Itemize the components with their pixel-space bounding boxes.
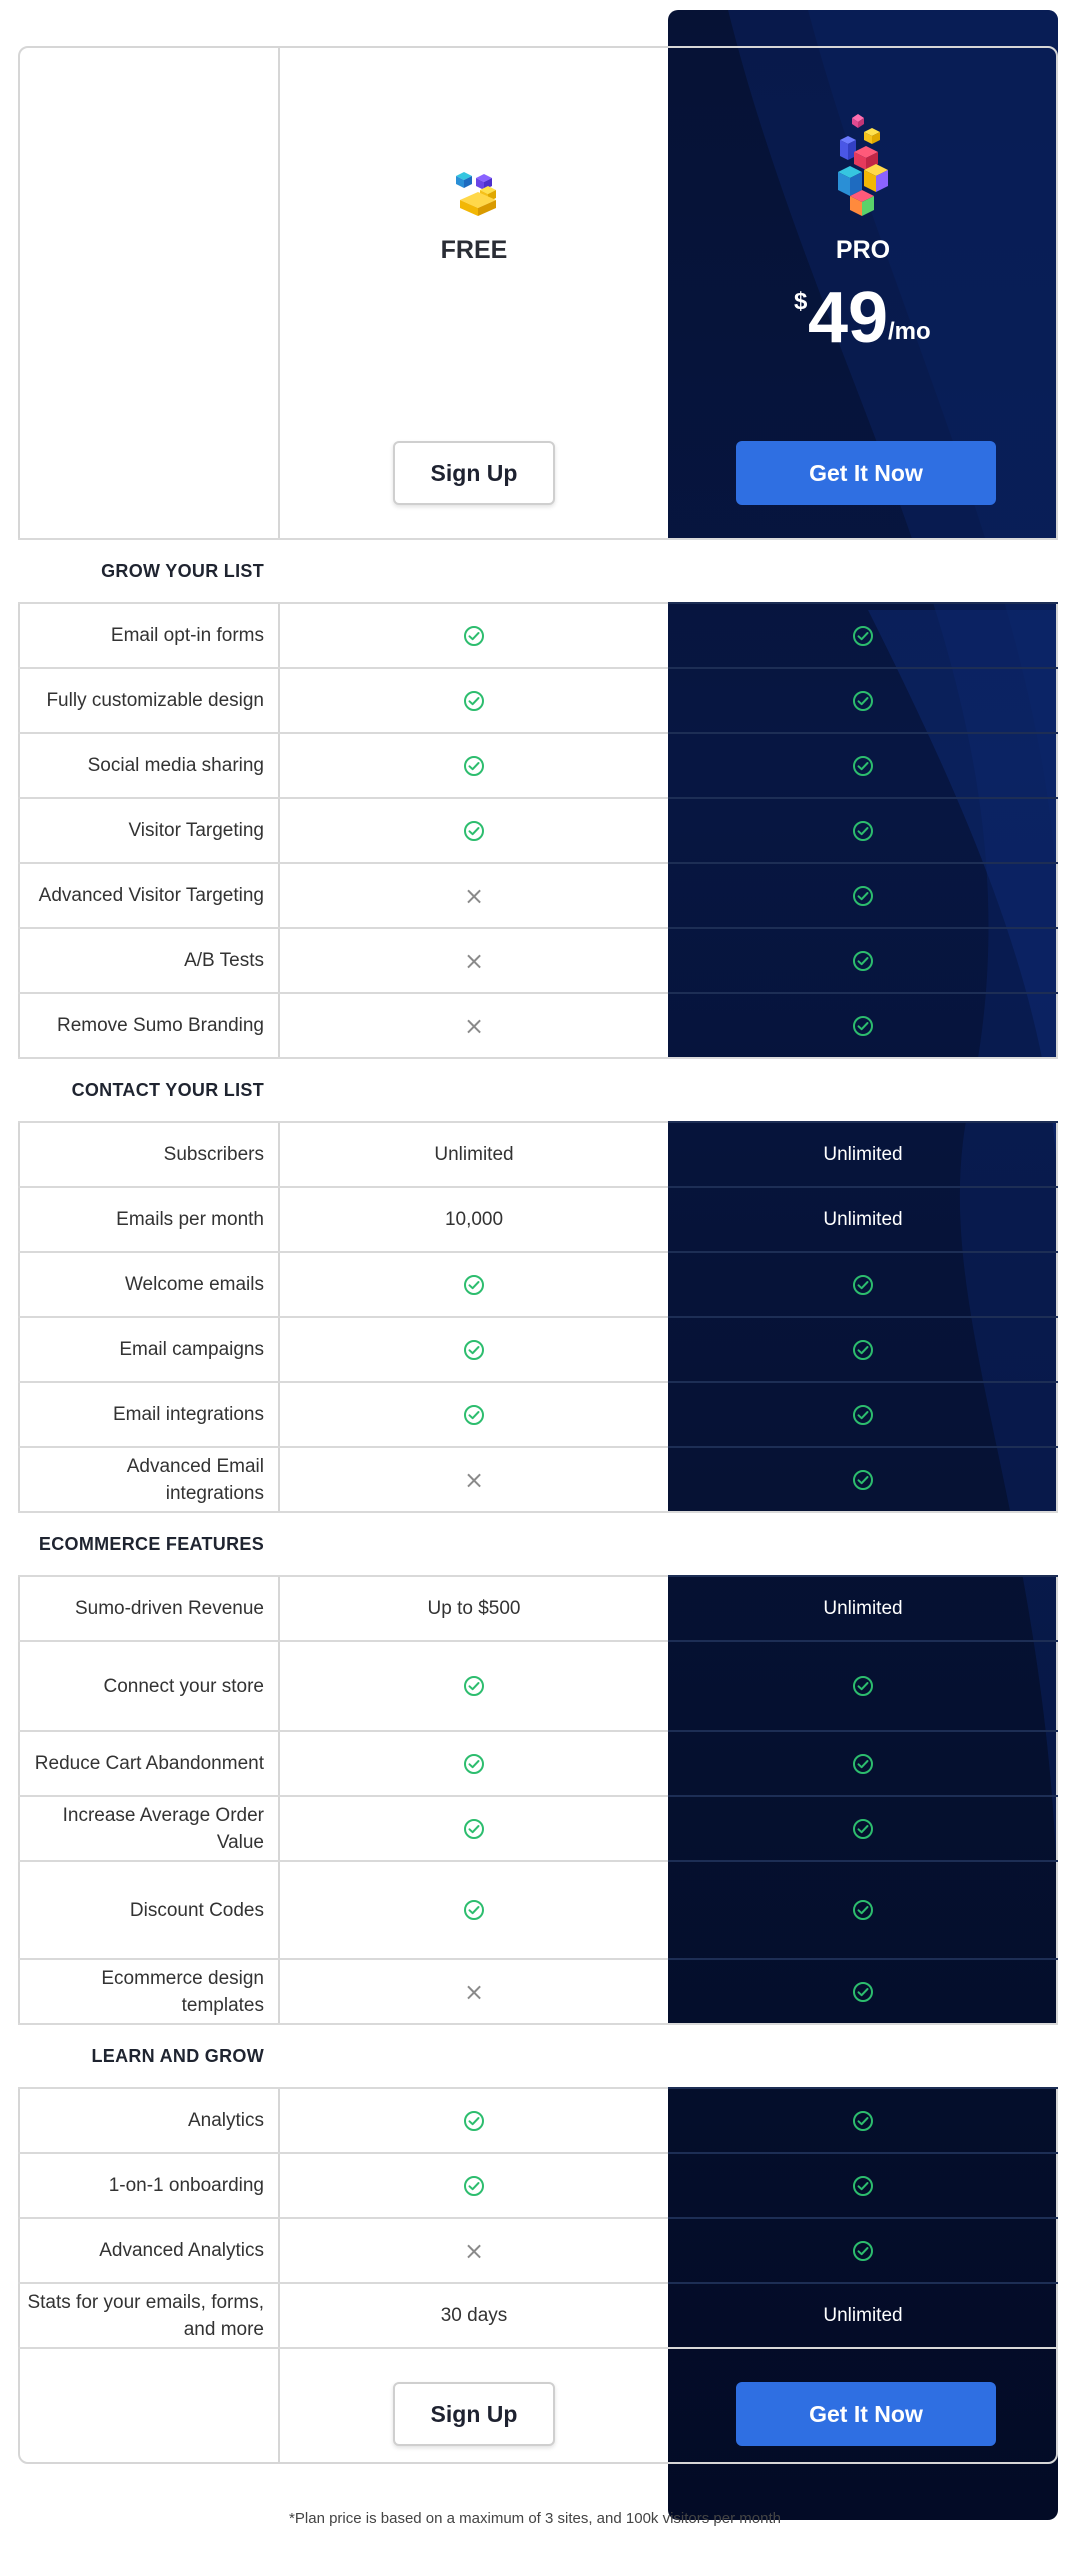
check-circle-icon — [852, 885, 874, 907]
check-circle-icon — [852, 1753, 874, 1775]
free-check-cell — [280, 2089, 668, 2152]
table-row — [18, 1381, 1058, 1446]
check-circle-icon — [463, 690, 485, 712]
pro-check-cell — [668, 2219, 1058, 2282]
table-row — [18, 2217, 1058, 2282]
free-cross-cell — [280, 1448, 668, 1511]
table-row-divider — [18, 2347, 1058, 2349]
feature-label: Welcome emails — [124, 1274, 264, 1295]
free-value: 10,000 — [444, 1208, 504, 1230]
feature-label: Social media sharing — [87, 755, 264, 776]
feature-label: Reduce Cart Abandonment — [34, 1753, 264, 1774]
pro-value: Unlimited — [823, 1208, 903, 1230]
feature-label: Emails per month — [116, 1209, 264, 1230]
table-row — [18, 992, 1058, 1057]
feature-label: Stats for your emails, forms, and more — [27, 2291, 264, 2340]
check-circle-icon — [852, 625, 874, 647]
free-check-cell — [280, 799, 668, 862]
table-row — [18, 602, 1058, 667]
section-header — [18, 1511, 1058, 1575]
feature-label: Remove Sumo Branding — [57, 1015, 264, 1036]
free-check-cell — [280, 1383, 668, 1446]
free-check-cell — [280, 1642, 668, 1730]
feature-label: A/B Tests — [184, 950, 264, 971]
feature-label: Advanced Email integrations — [126, 1455, 264, 1504]
table-row — [18, 1575, 1058, 1640]
table-row — [18, 1958, 1058, 2023]
table-row — [18, 1640, 1058, 1730]
check-circle-icon — [852, 2175, 874, 2197]
table-row — [18, 1446, 1058, 1511]
free-check-cell — [280, 1253, 668, 1316]
feature-label: Email opt-in forms — [110, 625, 264, 646]
free-check-cell — [280, 1862, 668, 1958]
free-logo — [450, 170, 500, 225]
pro-check-cell — [668, 1862, 1058, 1958]
pro-price-period: /mo — [888, 318, 931, 345]
table-row — [18, 1860, 1058, 1958]
free-cross-cell — [280, 864, 668, 927]
table-row — [18, 1316, 1058, 1381]
feature-label: Sumo-driven Revenue — [74, 1598, 264, 1619]
cross-icon: × — [463, 1465, 485, 1494]
cross-icon: × — [463, 1977, 485, 2006]
check-circle-icon — [463, 1675, 485, 1697]
table-row — [18, 1251, 1058, 1316]
section-title: CONTACT YOUR LIST — [71, 1079, 264, 1100]
check-circle-icon — [463, 820, 485, 842]
table-row — [18, 797, 1058, 862]
check-circle-icon — [852, 820, 874, 842]
check-circle-icon — [852, 2110, 874, 2132]
cross-icon: × — [463, 881, 485, 910]
cross-icon: × — [463, 946, 485, 975]
feature-label: Email campaigns — [119, 1339, 264, 1360]
pro-check-cell — [668, 1960, 1058, 2023]
free-signup-button-top[interactable]: Sign Up — [393, 441, 555, 505]
feature-label: Email integrations — [112, 1404, 264, 1425]
feature-label: Visitor Targeting — [128, 820, 264, 841]
pro-get-it-now-button-top[interactable]: Get It Now — [736, 441, 996, 505]
free-check-cell — [280, 1797, 668, 1860]
pricing-table — [18, 46, 1058, 2464]
section-title: LEARN AND GROW — [91, 2045, 264, 2066]
check-circle-icon — [852, 1981, 874, 2003]
feature-label: Connect your store — [103, 1675, 264, 1697]
check-circle-icon — [463, 755, 485, 777]
section-header — [18, 538, 1058, 602]
section-header — [18, 2023, 1058, 2087]
free-check-cell — [280, 604, 668, 667]
free-check-cell — [280, 2154, 668, 2217]
free-check-cell — [280, 734, 668, 797]
feature-label: Advanced Analytics — [99, 2240, 264, 2261]
section-divider-cover — [278, 1513, 280, 1575]
pro-plan-name: PRO — [835, 236, 891, 264]
pro-check-cell — [668, 799, 1058, 862]
section-title: ECOMMERCE FEATURES — [38, 1533, 264, 1554]
table-row — [18, 667, 1058, 732]
check-circle-icon — [852, 2240, 874, 2262]
check-circle-icon — [852, 1818, 874, 1840]
pro-check-cell — [668, 1642, 1058, 1730]
check-circle-icon — [463, 1404, 485, 1426]
pro-get-it-now-button-bottom[interactable]: Get It Now — [736, 2382, 996, 2446]
section-divider-cover — [278, 1059, 280, 1121]
feature-label: Advanced Visitor Targeting — [38, 885, 264, 906]
free-check-cell — [280, 1732, 668, 1795]
free-value: Unlimited — [434, 1143, 514, 1165]
check-circle-icon — [463, 1899, 485, 1921]
table-row — [18, 1795, 1058, 1860]
check-circle-icon — [463, 625, 485, 647]
pro-check-cell — [668, 669, 1058, 732]
pro-logo — [834, 112, 892, 233]
check-circle-icon — [852, 1469, 874, 1491]
pro-check-cell — [668, 864, 1058, 927]
pro-value: Unlimited — [823, 1143, 903, 1165]
feature-label: Discount Codes — [129, 1899, 264, 1921]
check-circle-icon — [852, 1015, 874, 1037]
pro-check-cell — [668, 1383, 1058, 1446]
free-check-cell — [280, 669, 668, 732]
check-circle-icon — [852, 1675, 874, 1697]
table-row — [18, 732, 1058, 797]
table-row — [18, 1186, 1058, 1251]
check-circle-icon — [463, 2175, 485, 2197]
plan-footnote: *Plan price is based on a maximum of 3 sites, and 100k visitors per month — [289, 2510, 781, 2527]
feature-label: 1-on-1 onboarding — [108, 2175, 264, 2196]
pro-check-cell — [668, 1253, 1058, 1316]
pro-check-cell — [668, 604, 1058, 667]
table-row — [18, 1121, 1058, 1186]
pro-value: Unlimited — [823, 1597, 903, 1619]
free-cross-cell — [280, 929, 668, 992]
free-check-cell — [280, 1318, 668, 1381]
pro-price-currency: $ — [794, 288, 808, 315]
free-plan-name: FREE — [440, 236, 508, 264]
pro-check-cell — [668, 1797, 1058, 1860]
check-circle-icon — [463, 1753, 485, 1775]
check-circle-icon — [463, 2110, 485, 2132]
check-circle-icon — [852, 1404, 874, 1426]
free-cross-cell — [280, 2219, 668, 2282]
table-row — [18, 862, 1058, 927]
pro-check-cell — [668, 734, 1058, 797]
section-title: GROW YOUR LIST — [101, 560, 264, 581]
pro-check-cell — [668, 929, 1058, 992]
pro-check-cell — [668, 1732, 1058, 1795]
pro-check-cell — [668, 1448, 1058, 1511]
pro-check-cell — [668, 2089, 1058, 2152]
feature-label: Fully customizable design — [46, 690, 264, 711]
feature-label: Increase Average Order Value — [62, 1804, 264, 1853]
section-header — [18, 1057, 1058, 1121]
check-circle-icon — [852, 1899, 874, 1921]
pro-value: Unlimited — [823, 2304, 903, 2326]
free-value: 30 days — [440, 2304, 508, 2326]
section-divider-cover — [278, 540, 280, 602]
free-cross-cell — [280, 1960, 668, 2023]
section-divider-cover — [278, 2025, 280, 2087]
pro-price-amount: 49 — [808, 278, 889, 358]
check-circle-icon — [852, 690, 874, 712]
feature-label: Ecommerce design templates — [101, 1967, 264, 2016]
table-row — [18, 2087, 1058, 2152]
check-circle-icon — [852, 1339, 874, 1361]
check-circle-icon — [463, 1339, 485, 1361]
free-cross-cell — [280, 994, 668, 1057]
table-row — [18, 2152, 1058, 2217]
check-circle-icon — [463, 1274, 485, 1296]
table-row — [18, 1730, 1058, 1795]
table-row — [18, 927, 1058, 992]
cross-icon: × — [463, 1011, 485, 1040]
free-signup-button-bottom[interactable]: Sign Up — [393, 2382, 555, 2446]
cross-icon: × — [463, 2236, 485, 2265]
pro-check-cell — [668, 994, 1058, 1057]
check-circle-icon — [852, 755, 874, 777]
table-row — [18, 2282, 1058, 2347]
feature-label: Analytics — [187, 2110, 264, 2131]
pro-check-cell — [668, 1318, 1058, 1381]
pro-check-cell — [668, 2154, 1058, 2217]
check-circle-icon — [852, 950, 874, 972]
check-circle-icon — [463, 1818, 485, 1840]
check-circle-icon — [852, 1274, 874, 1296]
feature-label: Subscribers — [163, 1144, 264, 1165]
free-value: Up to $500 — [427, 1597, 521, 1619]
